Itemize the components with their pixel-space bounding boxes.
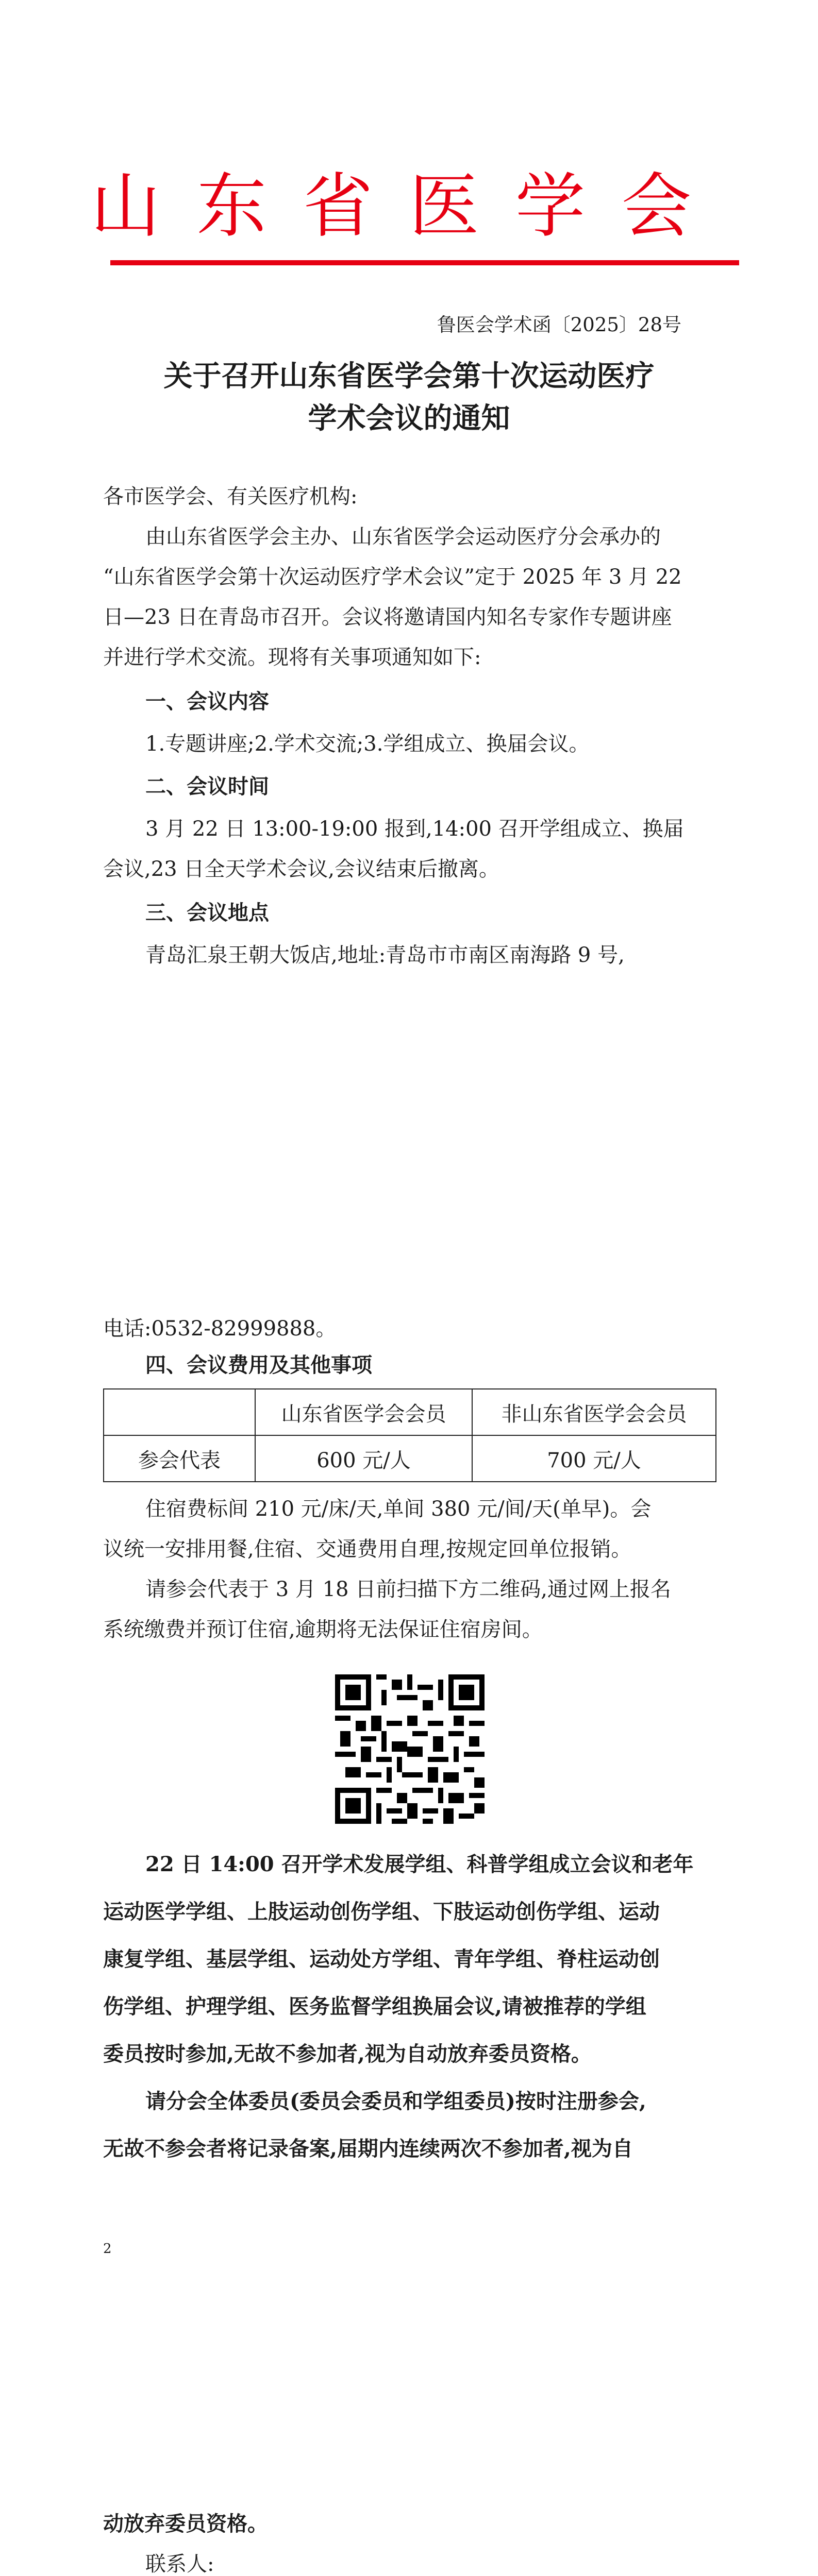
page-number: 2 [103, 2241, 112, 2257]
section-heading-venue: 三、会议地点 [145, 901, 269, 925]
attendance-line: 动放弃委员资格。 [103, 2512, 268, 2536]
fee-member: 600 元/人 [255, 1435, 472, 1482]
venue-phone: 电话:0532-82999888。 [103, 1317, 337, 1341]
notice-title-line2: 学术会议的通知 [308, 402, 510, 435]
group-meeting-line: 运动医学学组、上肢运动创伤学组、下肢运动创伤学组、运动 [103, 1900, 660, 1924]
lodging-line: 住宿费标间 210 元/床/天,单间 380 元/间/天(单早)。会 [145, 1497, 652, 1521]
group-meeting-line: 伤学组、护理学组、医务监督学组换届会议,请被推荐的学组 [103, 1994, 646, 2019]
section-content-body: 1.专题讲座;2.学术交流;3.学组成立、换届会议。 [145, 732, 590, 756]
notice-title-line1: 关于召开山东省医学会第十次运动医疗 [163, 360, 655, 393]
venue-address: 青岛汇泉王朝大饭店,地址:青岛市市南区南海路 9 号, [145, 943, 625, 967]
section-heading-fees: 四、会议费用及其他事项 [145, 1353, 372, 1377]
attendance-line: 无故不参会者将记录备案,届期内连续两次不参加者,视为自 [103, 2137, 633, 2161]
org-header-title: 山东省医学会 [90, 166, 728, 247]
table-header-nonmember: 非山东省医学会会员 [472, 1389, 716, 1435]
contacts-label: 联系人: [145, 2552, 214, 2576]
registration-qr-code[interactable] [335, 1674, 485, 1824]
fee-table [103, 1388, 716, 1482]
table-row-label: 参会代表 [104, 1435, 255, 1482]
section-time-line: 会议,23 日全天学术会议,会议结束后撤离。 [103, 857, 500, 881]
registration-line: 请参会代表于 3 月 18 日前扫描下方二维码,通过网上报名 [145, 1578, 671, 1601]
group-meeting-line: 康复学组、基层学组、运动处方学组、青年学组、脊柱运动创 [103, 1947, 660, 1971]
intro-line: 由山东省医学会主办、山东省医学会运动医疗分会承办的 [145, 525, 661, 549]
group-meeting-line: 委员按时参加,无故不参加者,视为自动放弃委员资格。 [103, 2042, 592, 2066]
intro-line: “山东省医学会第十次运动医疗学术会议”定于 2025 年 3 月 22 [103, 565, 682, 589]
section-time-line: 3 月 22 日 13:00-19:00 报到,14:00 召开学组成立、换届 [145, 817, 684, 841]
registration-line: 系统缴费并预订住宿,逾期将无法保证住宿房间。 [103, 1618, 543, 1641]
group-meeting-line: 22 日 14:00 召开学术发展学组、科普学组成立会议和老年 [145, 1852, 694, 1876]
addressee: 各市医学会、有关医疗机构: [103, 485, 358, 509]
table-row [104, 1389, 716, 1435]
lodging-line: 议统一安排用餐,住宿、交通费用自理,按规定回单位报销。 [103, 1537, 632, 1561]
intro-line: 并进行学术交流。现将有关事项通知如下: [103, 646, 481, 669]
document-number: 鲁医会学术函〔2025〕28号 [437, 314, 681, 336]
header-divider [110, 260, 739, 265]
table-cell [104, 1389, 255, 1435]
intro-line: 日—23 日在青岛市召开。会议将邀请国内知名专家作专题讲座 [103, 605, 672, 629]
section-heading-content: 一、会议内容 [145, 690, 269, 714]
section-heading-time: 二、会议时间 [145, 775, 269, 799]
table-row [104, 1435, 716, 1482]
fee-nonmember: 700 元/人 [472, 1435, 716, 1482]
table-header-member: 山东省医学会会员 [255, 1389, 472, 1435]
attendance-line: 请分会全体委员(委员会委员和学组委员)按时注册参会, [145, 2089, 646, 2113]
